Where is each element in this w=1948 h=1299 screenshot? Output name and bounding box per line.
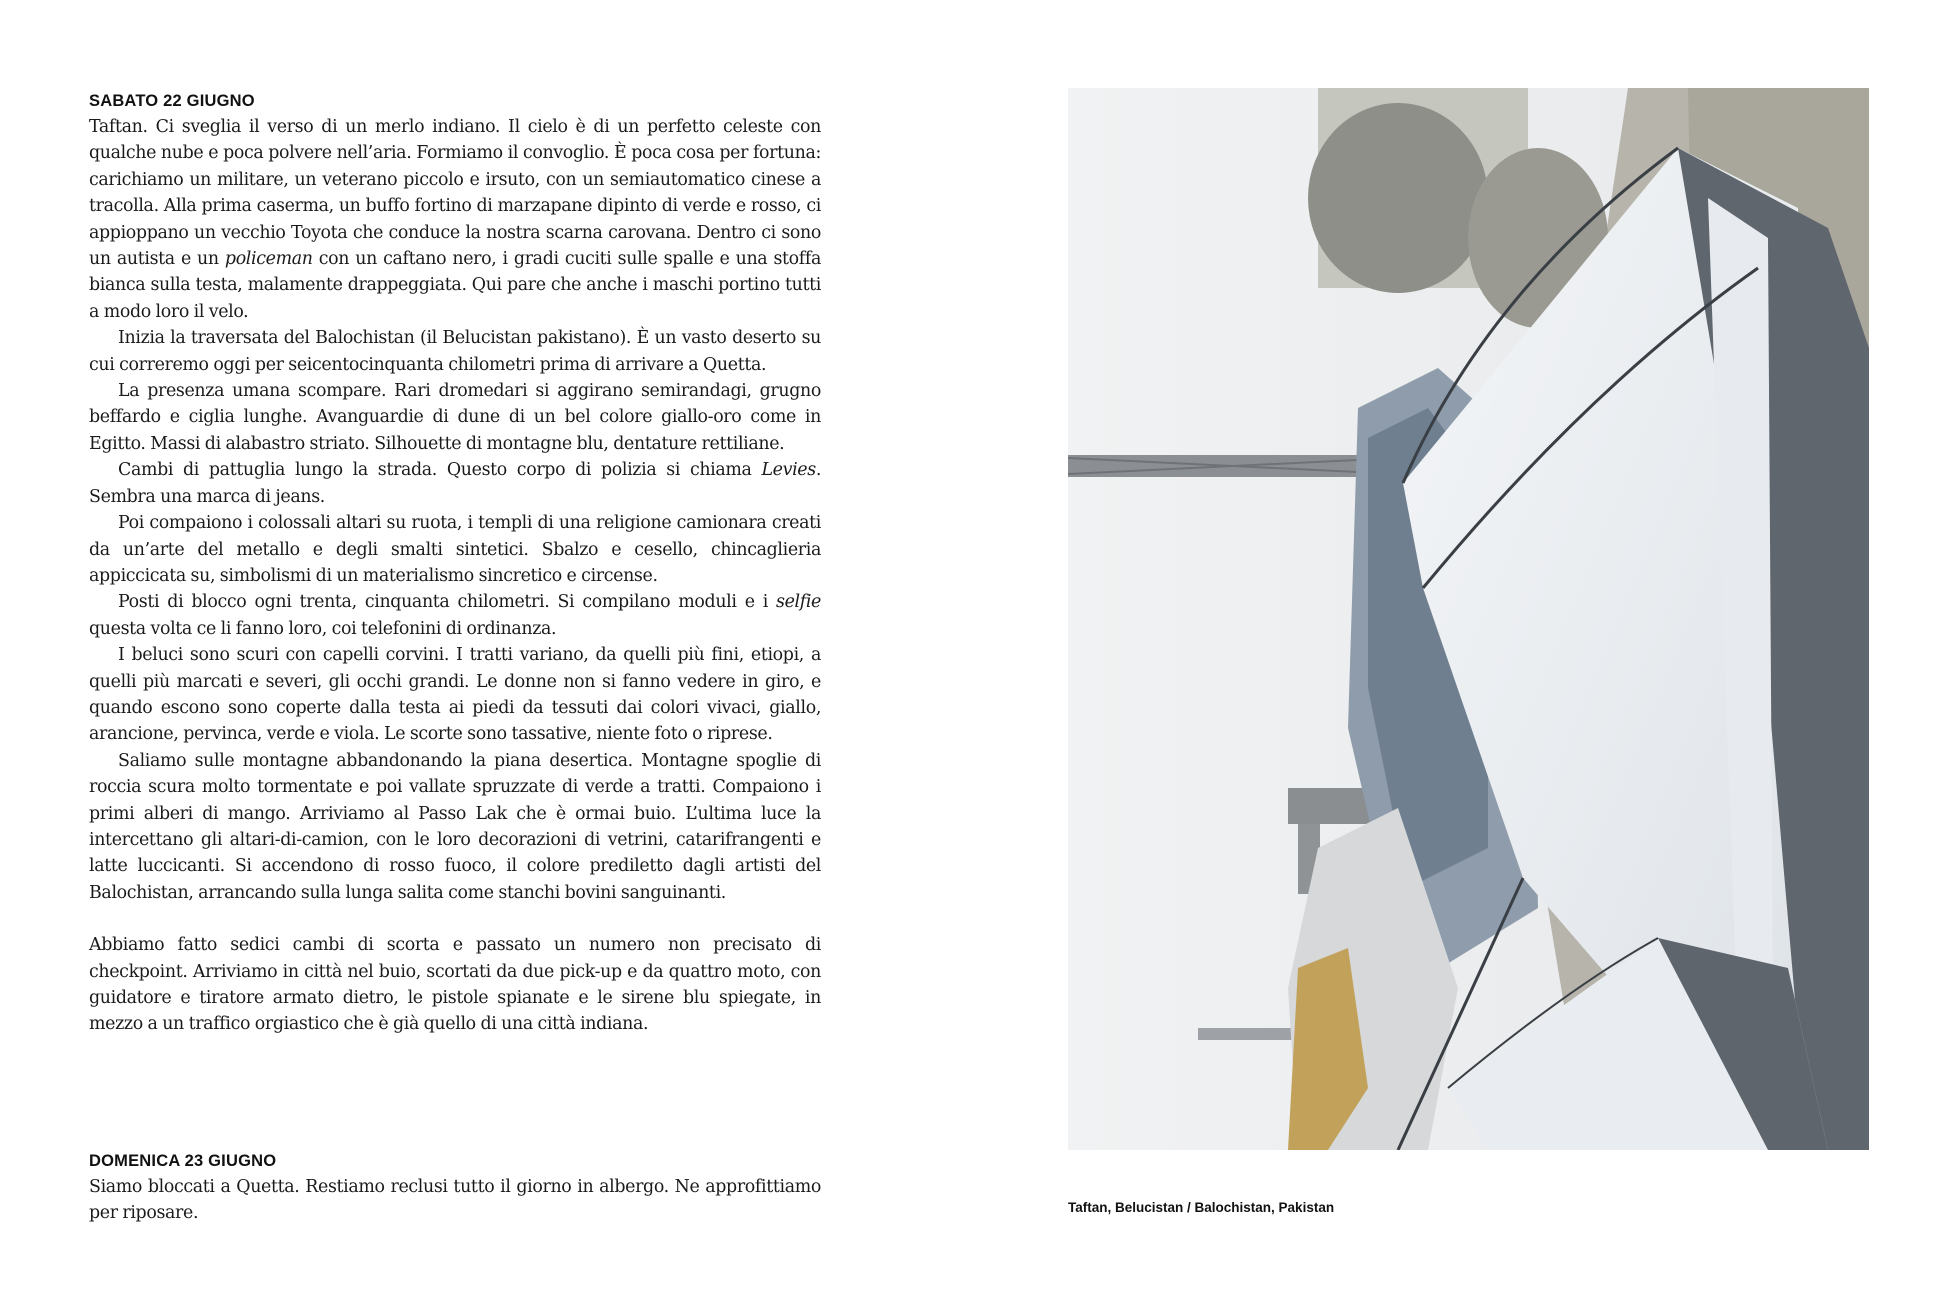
paragraph: Saliamo sulle montagne abbandonando la piana desertica. Montagne spoglie di roccia scura molto tormentate e poi vallate spruzzate di verde a tratti. Compaiono i primi alberi di mango. Arriviamo al Passo Lak che è ormai buio. L’ultima luce la intercettano gli altari-di-camion, con le loro decorazioni di vetrini, catarifrangenti e latte luccicanti. Si accendono di rosso fuoco, il colore prediletto dagli artisti del Balochistan, arrancando sulla lunga salita come stanchi bovini sanguinanti. [89,750,821,903]
paragraph: Abbiamo fatto sedici cambi di scorta e passato un numero non precisato di checkpoint. Arriviamo in città nel buio, scortati da due pick-up e da quattro moto, con guidatore e tiratore armato dietro, le pistole spianate e le sirene blu spiegate, in mezzo a un traffico orgiastico che è già quello di una città indiana. [89,935,821,1035]
section-heading: DOMENICA 23 GIUGNO [89,1152,277,1170]
photo-tents-and-trucks [1068,88,1869,1150]
paragraph: Posti di blocco ogni trenta, cinquanta chilometri. Si compilano moduli e i selfie questa volta ce li fanno loro, coi telefonini di ordinanza. [89,592,821,639]
paragraph: Taftan. Ci sveglia il verso di un merlo indiano. Il cielo è di un perfetto celeste con qualche nube e poca polvere nell’aria. Formiamo il convoglio. È poca cosa per fortuna: carichiamo un militare, un veterano piccolo e irsuto, con un semiautomatico cinese a tracolla. Alla prima caserma, un buffo fortino di marzapane dipinto di verde e rosso, ci appioppano un vecchio Toyota che conduce la nostra scarna carovana. Dentro ci sono un autista e un policeman con un caftano nero, i gradi cuciti sulle spalle e una stoffa bianca sulla testa, malamente drappeggiata. Qui pare che anche i maschi portino tutti a modo loro il velo. [89,117,821,322]
paragraph: La presenza umana scompare. Rari dromedari si aggirano semirandagi, grugno beffardo e ciglia lunghe. Avanguardie di dune di un bel colore giallo-oro come in Egitto. Massi di alabastro striato. Silhouette di montagne blu, dentature rettiliane. [89,381,821,454]
diary-section-saturday [89,88,821,1038]
paragraph: Siamo bloccati a Quetta. Restiamo reclusi tutto il giorno in albergo. Ne approfittiamo per riposare. [89,1177,821,1224]
diary-section-sunday [89,1148,821,1227]
paragraph-gap [89,906,821,932]
photo-caption: Taftan, Belucistan / Balochistan, Pakistan [1068,1200,1335,1215]
paragraph: Inizia la traversata del Balochistan (il Belucistan pakistano). È un vasto deserto su cui correremo oggi per seicentocinquanta chilometri prima di arrivare a Quetta. [89,328,821,375]
section-heading: SABATO 22 GIUGNO [89,92,255,110]
paragraph: Poi compaiono i colossali altari su ruota, i templi di una religione camionara creati da un’arte del metallo e degli smalti sintetici. Sbalzo e cesello, chincaglieria appiccicata su, simbolismi di un materialismo sincretico e circense. [89,513,821,586]
paragraph: Cambi di pattuglia lungo la strada. Questo corpo di polizia si chiama Levies. Sembra una marca di jeans. [89,460,821,507]
paragraph: I beluci sono scuri con capelli corvini. I tratti variano, da quelli più fini, etiopi, a quelli più marcati e severi, gli occhi grandi. Le donne non si fanno vedere in giro, e quando escono sono coperte dalla testa ai piedi da tessuti dai colori vivaci, giallo, arancione, pervinca, verde e viola. Le scorte sono tassative, niente foto o riprese. [89,645,821,745]
photo-illustration [1068,88,1869,1150]
